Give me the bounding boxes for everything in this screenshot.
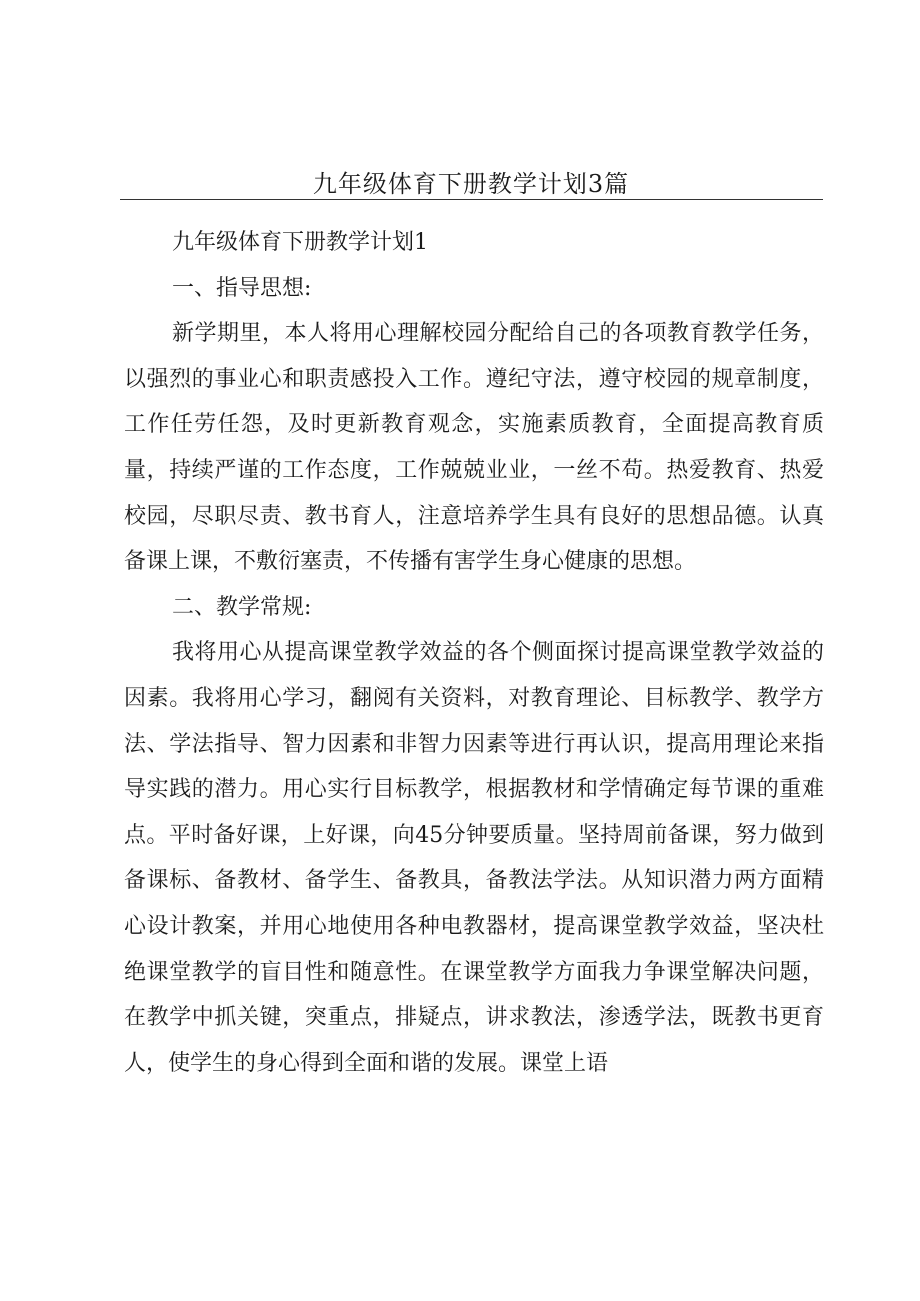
section-heading-teaching-routine: 二、教学常规: bbox=[172, 594, 312, 620]
document-title: 九年级体育下册教学计划3篇 bbox=[312, 170, 630, 198]
document-body bbox=[124, 220, 824, 1086]
title-underline bbox=[120, 199, 823, 200]
plan-subtitle: 九年级体育下册教学计划1 bbox=[172, 230, 428, 255]
paragraph-teaching-routine: 我将用心从提高课堂教学效益的各个侧面探讨提高课堂教学效益的因素。我将用心学习，翻阅有关资料，对教育理论、目标教学、教学方法、学法指导、智力因素和非智力因素等进行再认识，提高用理论来指导实践的潜力。用心实行目标教学，根据教材和学情确定每节课的重难点。平时备好课，上好课，向45分钟要质量。坚持周前备课，努力做到备课标、备教材、备学生、备教具，备教法学法。从知识潜力两方面精心设计教案，并用心地使用各种电教器材，提高课堂教学效益，坚决杜绝课堂教学的盲目性和随意性。在课堂教学方面我力争课堂解决问题，在教学中抓关键，突重点，排疑点，讲求教法，渗透学法，既教书更育人，使学生的身心得到全面和谐的发展。课堂上语 bbox=[124, 640, 824, 1076]
section-heading-guiding-ideology: 一、指导思想: bbox=[172, 275, 312, 301]
paragraph-guiding-ideology: 新学期里，本人将用心理解校园分配给自己的各项教育教学任务，以强烈的事业心和职责感投入工作。遵纪守法，遵守校园的规章制度，工作任劳任怨，及时更新教育观念，实施素质教育，全面提高教育质量，持续严谨的工作态度，工作兢兢业业，一丝不苟。热爱教育、热爱校园，尽职尽责、教书育人，注意培养学生具有良好的思想品德。认真备课上课，不敷衍塞责，不传播有害学生身心健康的思想。 bbox=[124, 321, 824, 575]
